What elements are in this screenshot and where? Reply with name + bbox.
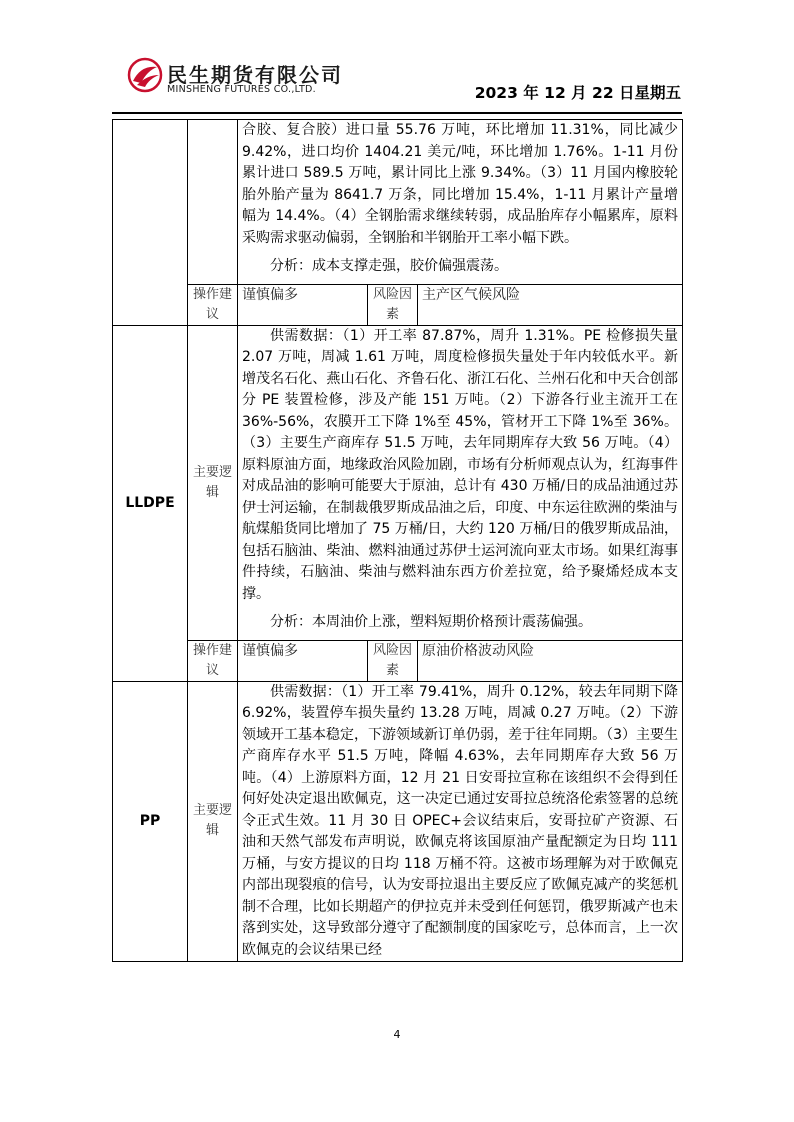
risk-value: 原油价格波动风险: [418, 640, 683, 681]
operation-label: 操作建议: [188, 640, 238, 681]
logo-english-name: MINSHENG FUTURES CO.,LTD.: [167, 84, 316, 95]
table-row-lldpe-logic: [113, 325, 683, 640]
table-row-lldpe-operation: [113, 640, 683, 681]
risk-label: 风险因素: [368, 640, 418, 681]
logic-text: 供需数据：（1）开工率 79.41%，周升 0.12%，较去年同期下降 6.92%，装置停车损失量约 13.28 万吨，周减 0.27 万吨。（2）下游领域开工基本稳定，下游领域新订单仍弱，差于往年同期。（3）主要生产商库存水平 51.5 万吨，降幅 4.63%，去年同期库存大致 56 万吨。（4）上游原料方面，12 月 21 日安哥拉宣称在该组织不会得到任何好处决定退出欧佩克，这一决定已通过安哥拉总统洛伦索签署的总统令正式生效。11 月 30 日 OPEC+会议结束后，安哥拉矿产资源、石油和天然气部发布声明说，欧佩克将该国原油产量配额定为日均 111 万桶，与安方提议的日均 118 万桶不符。这被市场理解为对于欧佩克内部出现裂痕的信号，认为安哥拉退出主要反应了欧佩克减产的奖惩机制不合理，比如长期超产的伊拉克并未受到任何惩罚，俄罗斯减产也未落到实处，这导致部分遵守了配额制度的国家吃亏，总体而言，上一次欧佩克的会议结果已经: [242, 683, 678, 958]
logo-chinese-name: 民生期货有限公司: [167, 63, 343, 87]
logic-label-cell: [188, 120, 238, 285]
company-logo: [127, 55, 367, 100]
logic-content-cell: [238, 325, 683, 640]
analysis-text: 分析：成本支撑走强，胶价偏强震荡。: [270, 258, 508, 274]
product-cell-lldpe: LLDPE: [113, 325, 188, 681]
minsheng-logo-icon: [127, 57, 163, 93]
logic-content-cell: [238, 681, 683, 962]
page-number: 4: [393, 1028, 401, 1041]
logic-content-cell: [238, 120, 683, 285]
table-row-rubber-logic: [113, 120, 683, 285]
operation-label: 操作建议: [188, 284, 238, 325]
logic-label-cell: 主要逻辑: [188, 681, 238, 962]
operation-value: 谨慎偏多: [238, 284, 368, 325]
table-row-rubber-operation: [113, 284, 683, 325]
logic-text: 合胶、复合胶）进口量 55.76 万吨，环比增加 11.31%，同比减少 9.42%，进口均价 1404.21 美元/吨，环比增加 1.76%。1-11 月份累计进口 589.5 万吨，累计同比上涨 9.34%。（3）11 月国内橡胶轮胎外胎产量为 8641.7 万条，同比增加 15.4%，1-11 月累计产量增幅为 14.4%。（4）全钢胎需求继续转弱，成品胎库存小幅累库，原料采购需求驱动偏弱，全钢胎和半钢胎开工率小幅下跌。: [242, 122, 678, 246]
strategy-table: [112, 119, 683, 962]
table-row-pp-logic: [113, 681, 683, 962]
logic-text: 供需数据：（1）开工率 87.87%，周升 1.31%。PE 检修损失量 2.07 万吨，周减 1.61 万吨，周度检修损失量处于年内较低水平。新增茂名石化、燕山石化、齐鲁石化、浙江石化、兰州石化和中天合创部分 PE 装置检修，涉及产能 151 万吨。（2）下游各行业主流开工在 36%-56%，农膜开工下降 1%至 45%，管材开工下降 1%至 36%。（3）主要生产商库存 51.5 万吨，去年同期库存大致 56 万吨。（4）原料原油方面，地缘政治风险加剧，市场有分析师观点认为，红海事件对成品油的影响可能要大于原油，总计有 430 万桶/日的成品油通过苏伊士河运输，在制裁俄罗斯成品油之后，印度、中东运往欧洲的柴油与航煤船货同比增加了 75 万桶/日，大约 120 万桶/日的俄罗斯成品油，包括石脑油、柴油、燃料油通过苏伊士运河流向亚太市场。如果红海事件持续，石脑油、柴油与燃料油东西方价差拉宽，给予聚烯烃成本支撑。: [242, 327, 678, 602]
report-date: 2023 年 12 月 22 日星期五: [474, 84, 681, 102]
risk-label: 风险因素: [368, 284, 418, 325]
analysis-text: 分析：本周油价上涨，塑料短期价格预计震荡偏强。: [270, 614, 592, 630]
risk-value: 主产区气候风险: [418, 284, 683, 325]
operation-value: 谨慎偏多: [238, 640, 368, 681]
product-cell-rubber: [113, 120, 188, 326]
logic-label-cell: 主要逻辑: [188, 325, 238, 640]
header-divider: [112, 112, 682, 114]
product-cell-pp: PP: [113, 681, 188, 962]
